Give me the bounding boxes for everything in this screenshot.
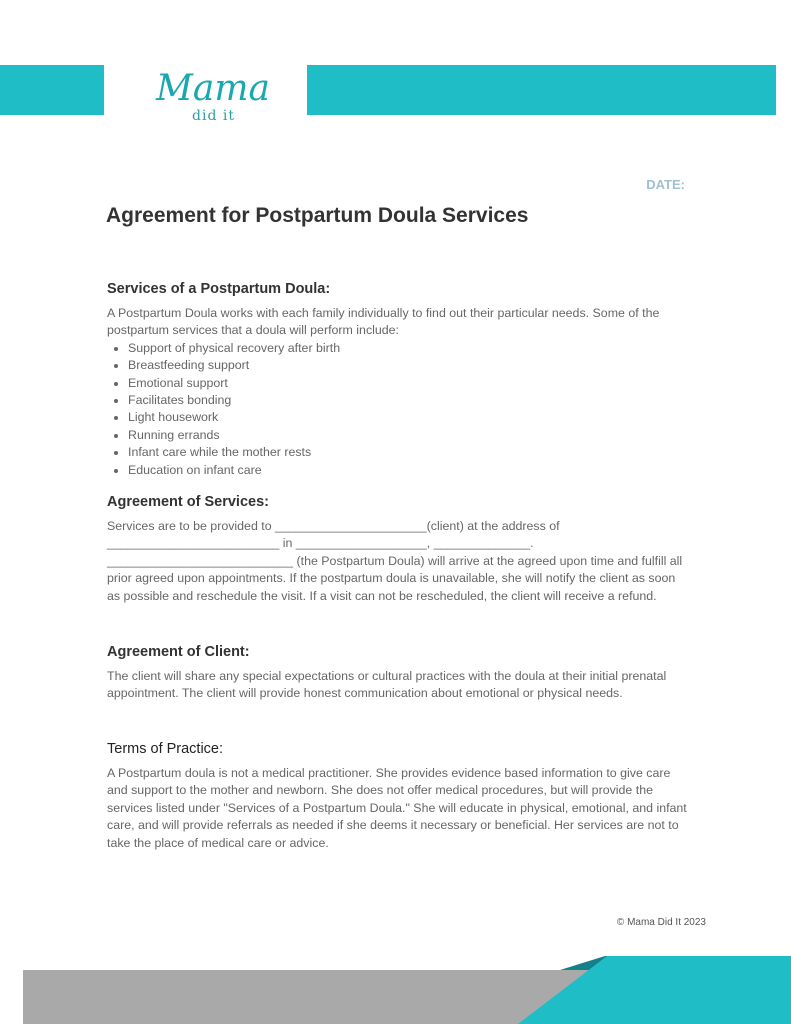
agreement-client-heading: Agreement of Client:: [107, 644, 250, 660]
list-item: • Emotional support: [128, 375, 687, 392]
agreement-client-text: The client will share any special expectations or cultural practices with the doula at their initial prenatal appointment. The client will provide honest communication about emotional or physical needs.: [107, 669, 667, 701]
terms-text: A Postpartum doula is not a medical practitioner. She provides evidence based information to give care and support to the mother and newborn. She does not offer medical procedures, but will provide the services listed under "Services of a Postpartum Doula." She will educate in physical, emotional, and infant care, and will provide referrals as needed if she deems it necessary or beneficial. Her services are not to take the place of medical care or advice.: [107, 766, 687, 850]
header-band-right: [307, 65, 776, 115]
footer-decoration: [0, 950, 791, 1024]
services-section: [107, 281, 687, 479]
list-item: • Light housework: [128, 409, 687, 426]
list-item: • Running errands: [128, 427, 687, 444]
agreement-services-heading: Agreement of Services:: [107, 494, 269, 510]
services-intro: A Postpartum Doula works with each family individually to find out their particular needs. Some of the postpartum services that a doula will perform include:: [107, 306, 660, 338]
agreement-client-section: [107, 644, 687, 703]
page-title: Agreement for Postpartum Doula Services: [106, 204, 529, 227]
mama-did-it-logo: [150, 62, 270, 142]
list-item: • Breastfeeding support: [128, 357, 687, 374]
logo-script: Mama: [156, 68, 270, 109]
copyright-notice: © Mama Did It 2023: [616, 917, 706, 928]
logo-subtext: did it: [192, 108, 235, 124]
agreement-services-section: [107, 494, 687, 605]
terms-section: [107, 741, 687, 852]
services-list: [107, 340, 687, 479]
list-item: • Facilitates bonding: [128, 392, 687, 409]
terms-heading: Terms of Practice:: [107, 741, 224, 757]
date-label: DATE:: [646, 177, 685, 192]
agreement-services-text: Services are to be provided to ______________________(client) at the address of _________________________ in ___________________, ______________. ___________________________ (the Postpartum Doula) will arrive at the agreed upon time and fulfill all prior agreed upon appointments. If the postpartum doula is unavailable, she will notify the client as soon as possible and reschedule the visit. If a visit can not be rescheduled, the client will receive a refund.: [107, 519, 683, 603]
header-band-left: [0, 65, 104, 115]
services-heading: Services of a Postpartum Doula:: [107, 281, 331, 297]
list-item: • Infant care while the mother rests: [128, 444, 687, 461]
list-item: • Education on infant care: [128, 462, 687, 479]
list-item: • Support of physical recovery after birth: [128, 340, 687, 357]
